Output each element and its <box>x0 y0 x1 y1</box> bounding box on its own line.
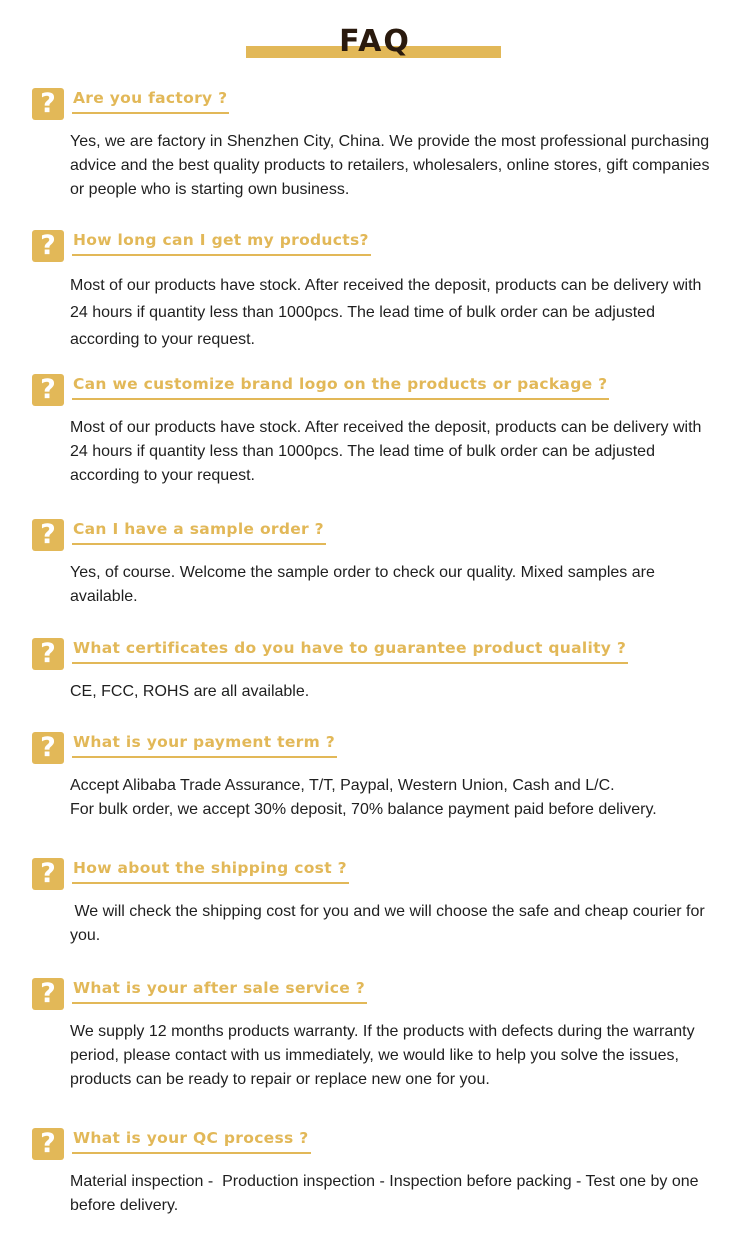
question-mark-icon: ? <box>32 858 64 890</box>
answer-text: Most of our products have stock. After received the deposit, products can be delivery with 24 hours if quantity less than 1000pcs. The lead time of bulk order can be adjusted according to your request. <box>70 419 702 484</box>
faq-question: Are you factory ? <box>72 88 229 114</box>
faq-question: How about the shipping cost ? <box>72 858 349 884</box>
question-mark-icon: ? <box>32 374 64 406</box>
question-mark-icon: ? <box>32 88 64 120</box>
faq-question: What is your payment term ? <box>72 732 337 758</box>
answer-text: Yes, we are factory in Shenzhen City, China. We provide the most professional purchasing advice and the best quality products to retailers, wholesalers, online stores, gift companies or people who is starting own business. <box>70 133 710 198</box>
question-mark-icon: ? <box>32 230 64 262</box>
faq-answer <box>70 1170 720 1218</box>
faq-answer <box>70 561 720 609</box>
page-title: FAQ <box>339 24 411 59</box>
question-mark-icon: ? <box>32 732 64 764</box>
faq-answer <box>70 1020 720 1092</box>
answer-text: We will check the shipping cost for you and we will choose the safe and cheap courier for you. <box>70 903 710 944</box>
faq-header <box>0 0 750 70</box>
answer-text: Material inspection - Production inspection - Inspection before packing - Test one by one before delivery. <box>70 1173 703 1214</box>
faq-answer <box>70 774 720 822</box>
question-mark-icon: ? <box>32 638 64 670</box>
faq-answer <box>70 130 720 202</box>
answer-text: Yes, of course. Welcome the sample order to check our quality. Mixed samples are available. <box>70 564 655 605</box>
faq-answer <box>70 416 720 488</box>
faq-question: Can we customize brand logo on the products or package ? <box>72 374 609 400</box>
answer-text: CE, FCC, ROHS are all available. <box>70 683 310 700</box>
answer-text: For bulk order, we accept 30% deposit, 70% balance payment paid before delivery. <box>70 801 657 818</box>
answer-text: Most of our products have stock. After received the deposit, products can be delivery with 24 hours if quantity less than 1000pcs. The lead time of bulk order can be adjusted according to your request. <box>70 277 702 348</box>
faq-question: What certificates do you have to guarantee product quality ? <box>72 638 628 664</box>
faq-question: Can I have a sample order ? <box>72 519 326 545</box>
faq-answer <box>70 272 720 353</box>
question-mark-icon: ? <box>32 1128 64 1160</box>
faq-answer <box>70 680 720 704</box>
question-mark-icon: ? <box>32 519 64 551</box>
answer-text: Accept Alibaba Trade Assurance, T/T, Paypal, Western Union, Cash and L/C. <box>70 777 615 794</box>
question-mark-icon: ? <box>32 978 64 1010</box>
faq-question: How long can I get my products? <box>72 230 371 256</box>
faq-question: What is your after sale service ? <box>72 978 367 1004</box>
faq-question: What is your QC process ? <box>72 1128 311 1154</box>
answer-text: We supply 12 months products warranty. If the products with defects during the warranty period, please contact with us immediately, we would like to help you solve the issues, products can be ready to repair or replace new one for you. <box>70 1023 695 1088</box>
faq-answer <box>70 900 720 948</box>
